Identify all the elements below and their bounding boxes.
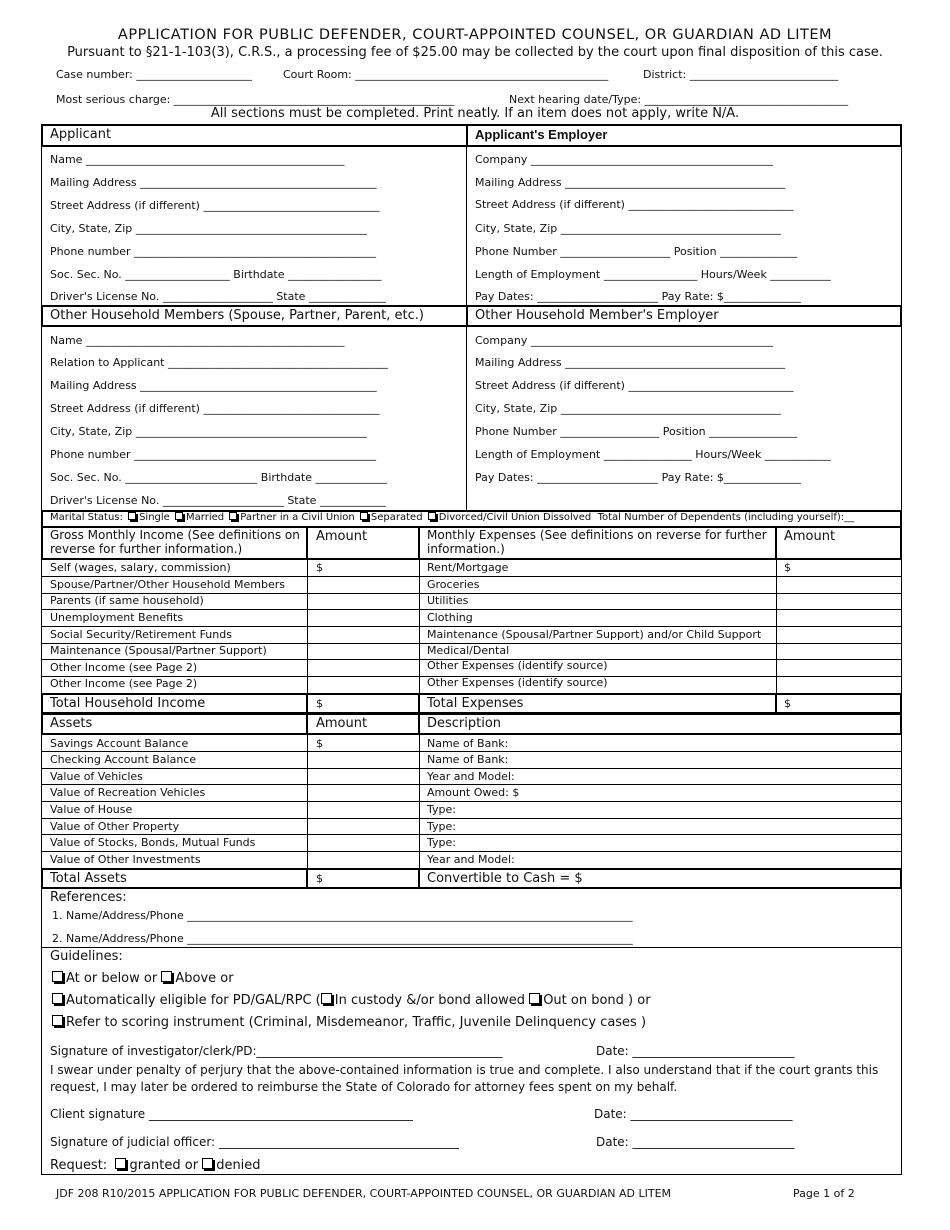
income-heading: Gross Monthly Income (See definitions on reverse for further information.): [50, 528, 300, 556]
expense-row-label: Other Expenses (identify source): [427, 676, 608, 689]
asset-row-label: Checking Account Balance: [50, 753, 197, 766]
household-relation-field[interactable]: Relation to Applicant ________________________________________: [50, 356, 388, 369]
checkbox-icon[interactable]: [202, 1158, 213, 1169]
district-field[interactable]: District: ___________________________: [643, 68, 839, 81]
employer-pay-field[interactable]: Pay Dates: ______________________ Pay Rate: $______________: [475, 290, 801, 303]
applicant-header-bar: [41, 124, 902, 147]
most-serious-charge-field[interactable]: Most serious charge: ___________________________________________________: [56, 93, 455, 106]
checkbox-icon[interactable]: [175, 512, 183, 520]
hh-employer-pay-field[interactable]: Pay Dates: ______________________ Pay Rate: $______________: [475, 471, 801, 484]
guideline-income-row: [52, 971, 234, 986]
hh-employer-length-hours-field[interactable]: Length of Employment ________________ Hours/Week ____________: [475, 448, 831, 461]
household-ssn-birthdate-field[interactable]: Soc. Sec. No. ________________________ Birthdate _____________: [50, 471, 388, 484]
income-row-label: Spouse/Partner/Other Household Members: [50, 578, 285, 591]
asset-row-label: Savings Account Balance: [50, 737, 189, 750]
court-room-field[interactable]: Court Room: ______________________________________________: [283, 68, 609, 81]
employer-city-state-zip-field[interactable]: City, State, Zip ________________________________________: [475, 222, 781, 235]
marital-status-label: Marital Status:: [50, 512, 123, 523]
income-row-label: Social Security/Retirement Funds: [50, 628, 232, 641]
applicant-employer-heading: Applicant's Employer: [475, 127, 608, 142]
total-household-income-field[interactable]: $: [316, 697, 323, 710]
household-street-address-field[interactable]: Street Address (if different) ________________________________: [50, 402, 380, 415]
guideline-auto-row: [52, 993, 651, 1008]
request-row: [50, 1158, 261, 1173]
refer-scoring-option: Refer to scoring instrument (Criminal, Misdemeanor, Traffic, Juvenile Delinquency cases ): [66, 1015, 647, 1030]
judicial-date-field[interactable]: Date: ___________________________: [596, 1135, 795, 1149]
checkbox-icon[interactable]: [161, 971, 172, 982]
at-or-below-option: At or below or: [66, 971, 158, 986]
hh-employer-phone-position-field[interactable]: Phone Number __________________ Position ________________: [475, 425, 798, 438]
dependents-field[interactable]: Total Number of Dependents (including yourself):__: [597, 512, 855, 523]
employer-phone-position-field[interactable]: Phone Number ____________________ Position ______________: [475, 245, 798, 258]
expense-row-label: Utilities: [427, 594, 469, 607]
asset-row-desc[interactable]: Type:: [427, 803, 456, 816]
checkbox-icon[interactable]: [128, 512, 136, 520]
hh-employer-street-address-field[interactable]: Street Address (if different) ______________________________: [475, 379, 794, 392]
assets-amount-heading: Amount: [316, 716, 368, 731]
household-name-field[interactable]: Name _______________________________________________: [50, 334, 345, 347]
applicant-drivers-license-field[interactable]: Driver's License No. ____________________ State ______________: [50, 290, 386, 303]
asset-row-desc[interactable]: Year and Model:: [427, 770, 515, 783]
checkbox-icon[interactable]: [115, 1158, 126, 1169]
auto-eligible-option: Automatically eligible for PD/GAL/RPC (: [66, 993, 321, 1008]
marital-option-single: Single: [139, 512, 170, 523]
expense-row-label: Other Expenses (identify source): [427, 659, 608, 672]
asset-row-label: Value of Recreation Vehicles: [50, 786, 206, 799]
income-amount-field[interactable]: $: [316, 561, 323, 574]
asset-row-desc[interactable]: Year and Model:: [427, 853, 515, 866]
income-row-label: Unemployment Benefits: [50, 611, 184, 624]
income-amount-heading: Amount: [316, 529, 368, 544]
instructions: All sections must be completed. Print neatly. If an item does not apply, write N/A.: [210, 106, 740, 121]
asset-row-desc[interactable]: Amount Owed: $: [427, 786, 520, 799]
guideline-refer-row: [52, 1015, 646, 1030]
marital-status-row: [50, 512, 854, 523]
household-phone-field[interactable]: Phone number ____________________________________________: [50, 448, 376, 461]
asset-row-desc[interactable]: Type:: [427, 820, 456, 833]
expenses-amount-heading: Amount: [784, 529, 836, 544]
in-custody-option: In custody &/or bond allowed: [334, 993, 526, 1008]
denied-option: denied: [216, 1158, 261, 1173]
total-household-income-label: Total Household Income: [50, 696, 206, 711]
references-heading: References:: [50, 890, 127, 905]
checkbox-icon[interactable]: [529, 993, 540, 1004]
employer-mailing-address-field[interactable]: Mailing Address ________________________________________: [475, 176, 786, 189]
asset-row-label: Value of Vehicles: [50, 770, 143, 783]
checkbox-icon[interactable]: [52, 971, 63, 982]
request-label: Request:: [50, 1158, 108, 1173]
applicant-street-address-field[interactable]: Street Address (if different) ________________________________: [50, 199, 380, 212]
checkbox-icon[interactable]: [52, 993, 63, 1004]
total-assets-field[interactable]: $: [316, 872, 323, 885]
income-row-label: Other Income (see Page 2): [50, 677, 198, 690]
guidelines-heading: Guidelines:: [50, 949, 123, 964]
household-drivers-license-field[interactable]: Driver's License No. ______________________ State ____________: [50, 494, 386, 507]
footer-form-id: JDF 208 R10/2015 APPLICATION FOR PUBLIC DEFENDER, COURT-APPOINTED COUNSEL, OR GUARDIAN AD LITEM: [56, 1187, 672, 1200]
granted-option: granted or: [129, 1158, 199, 1173]
marital-option-civil-union: Partner in a Civil Union: [240, 512, 355, 523]
marital-option-separated: Separated: [370, 512, 423, 523]
household-city-state-zip-field[interactable]: City, State, Zip __________________________________________: [50, 425, 367, 438]
employer-length-hours-field[interactable]: Length of Employment _________________ Hours/Week ___________: [475, 268, 831, 281]
total-assets-label: Total Assets: [50, 871, 127, 886]
investigator-date-field[interactable]: Date: ___________________________: [596, 1044, 795, 1058]
convertible-to-cash-field[interactable]: Convertible to Cash = $: [427, 871, 583, 886]
client-date-field[interactable]: Date: ___________________________: [594, 1107, 793, 1121]
checkbox-icon[interactable]: [321, 993, 332, 1004]
asset-amount-field[interactable]: $: [316, 737, 323, 750]
income-row-label: Self (wages, salary, commission): [50, 561, 231, 574]
hh-employer-city-state-zip-field[interactable]: City, State, Zip ________________________________________: [475, 402, 781, 415]
perjury-statement: I swear under penalty of perjury that the above-contained information is true and complete. I also understand that if the court grants this request, I may later be ordered to reimburse the State of Colorado for attorney fees spent on my behalf.: [50, 1063, 879, 1094]
checkbox-icon[interactable]: [360, 512, 368, 520]
expense-row-label: Rent/Mortgage: [427, 561, 509, 574]
hh-employer-mailing-address-field[interactable]: Mailing Address ________________________________________: [475, 356, 786, 369]
applicant-city-state-zip-field[interactable]: City, State, Zip __________________________________________: [50, 222, 367, 235]
reference-2-field[interactable]: 2. Name/Address/Phone _________________________________________________________________________________: [52, 932, 633, 945]
assets-description-heading: Description: [427, 716, 502, 731]
hh-employer-company-field[interactable]: Company ____________________________________________: [475, 334, 773, 347]
expense-row-label: Groceries: [427, 578, 480, 591]
applicant-mailing-address-field[interactable]: Mailing Address ___________________________________________: [50, 176, 377, 189]
applicant-heading: Applicant: [50, 127, 112, 142]
checkbox-icon[interactable]: [428, 512, 436, 520]
income-row-label: Maintenance (Spousal/Partner Support): [50, 644, 267, 657]
marital-option-divorced: Divorced/Civil Union Dissolved: [438, 512, 592, 523]
household-heading: Other Household Members (Spouse, Partner, Parent, etc.): [50, 308, 424, 323]
case-number-field[interactable]: Case number: _____________________: [56, 68, 252, 81]
client-signature-field[interactable]: Client signature ____________________________________________: [50, 1107, 413, 1121]
expense-row-label: Maintenance (Spousal/Partner Support) and/or Child Support: [427, 628, 762, 641]
employer-company-field[interactable]: Company ____________________________________________: [475, 153, 773, 166]
applicant-ssn-birthdate-field[interactable]: Soc. Sec. No. ___________________ Birthdate _________________: [50, 268, 382, 281]
checkbox-icon[interactable]: [52, 1015, 63, 1026]
income-row-label: Parents (if same household): [50, 594, 204, 607]
footer-page-number: Page 1 of 2: [793, 1187, 855, 1200]
asset-row-label: Value of Other Investments: [50, 853, 201, 866]
fee-notice: Pursuant to §21-1-103(3), C.R.S., a processing fee of $25.00 may be collected by the court upon final disposition of this case.: [67, 45, 883, 60]
assets-heading: Assets: [50, 716, 93, 731]
asset-row-desc[interactable]: Name of Bank:: [427, 737, 509, 750]
applicant-phone-field[interactable]: Phone number ____________________________________________: [50, 245, 376, 258]
total-expenses-label: Total Expenses: [427, 696, 524, 711]
expense-amount-field[interactable]: $: [784, 561, 791, 574]
asset-row-label: Value of House: [50, 803, 133, 816]
checkbox-icon[interactable]: [229, 512, 237, 520]
next-hearing-field[interactable]: Next hearing date/Type: _____________________________________: [509, 93, 849, 106]
investigator-signature-field[interactable]: Signature of investigator/clerk/PD:_________________________________________: [50, 1044, 503, 1058]
income-row-label: Other Income (see Page 2): [50, 661, 198, 674]
expense-row-label: Medical/Dental: [427, 644, 510, 657]
expenses-heading: Monthly Expenses (See definitions on reverse for further information.): [427, 528, 767, 556]
asset-row-label: Value of Other Property: [50, 820, 180, 833]
household-mailing-address-field[interactable]: Mailing Address ___________________________________________: [50, 379, 377, 392]
judicial-signature-field[interactable]: Signature of judicial officer: ________________________________________: [50, 1135, 459, 1149]
reference-1-field[interactable]: 1. Name/Address/Phone _________________________________________________________________________________: [52, 909, 633, 922]
form-title: APPLICATION FOR PUBLIC DEFENDER, COURT-APPOINTED COUNSEL, OR GUARDIAN AD LITEM: [117, 27, 833, 43]
marital-option-married: Married: [186, 512, 225, 523]
household-employer-heading: Other Household Member's Employer: [475, 308, 719, 323]
out-on-bond-option: Out on bond ) or: [543, 993, 651, 1008]
asset-row-desc[interactable]: Name of Bank:: [427, 753, 509, 766]
applicant-name-field[interactable]: Name _______________________________________________: [50, 153, 345, 166]
asset-row-label: Value of Stocks, Bonds, Mutual Funds: [50, 836, 256, 849]
asset-row-desc[interactable]: Type:: [427, 836, 456, 849]
above-option: Above or: [175, 971, 234, 986]
total-expenses-field[interactable]: $: [784, 697, 791, 710]
expense-row-label: Clothing: [427, 611, 473, 624]
employer-street-address-field[interactable]: Street Address (if different) ______________________________: [475, 198, 794, 211]
